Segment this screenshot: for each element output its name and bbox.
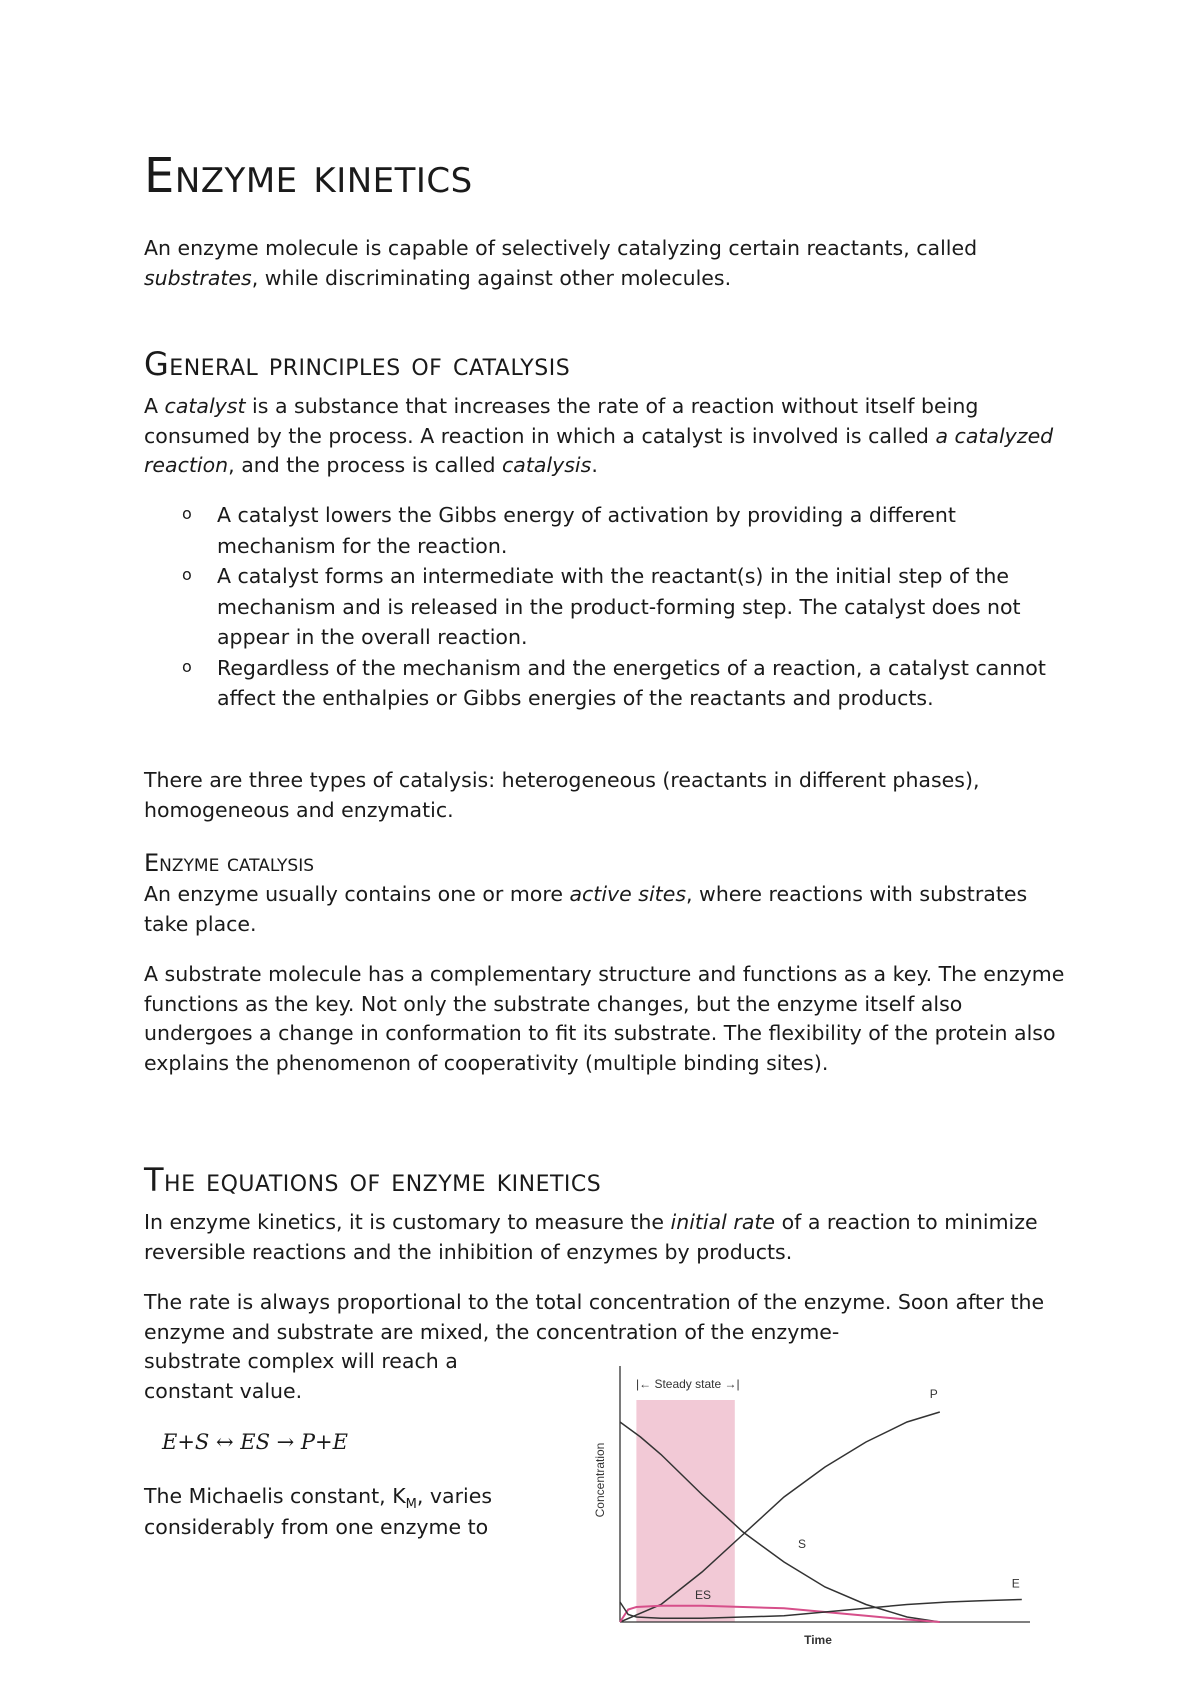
catalyst-text-c: is a substance that increases the rate of a reaction without itself being consumed by the process. A reaction in which a catalyst is involved is called bbox=[144, 394, 979, 448]
michaelis-text-b: , varies bbox=[416, 1484, 493, 1508]
lock-key-paragraph: A substrate molecule has a complementary structure and functions as a key. The enzyme functions as the key. Not only the substrate changes, but the enzyme itself also undergoes a change in conformation to fit its substrate. The flexibility of the protein also explains the phenomenon of cooperativity (multiple binding sites). bbox=[144, 962, 1065, 1075]
x-axis-label: Time bbox=[804, 1633, 832, 1647]
initial-rate-text-c: of a reaction to minimize reversible reactions and the inhibition of enzymes by products. bbox=[144, 1210, 1038, 1264]
list-item bbox=[144, 500, 1064, 561]
catalyst-properties-list bbox=[144, 500, 1064, 714]
term-active-sites: active sites bbox=[569, 882, 687, 906]
steady-state-label: |← Steady state →| bbox=[636, 1377, 740, 1391]
list-item-text: A catalyst forms an intermediate with the reactant(s) in the initial step of the mechanism and is released in the product-forming step. The catalyst does not appear in the overall reaction. bbox=[217, 564, 1021, 649]
catalyst-text-e: , and the process is called bbox=[228, 453, 502, 477]
intro-text-1: An enzyme molecule is capable of selectively catalyzing certain reactants, called bbox=[144, 236, 978, 260]
intro-term-substrates: substrates bbox=[144, 265, 252, 290]
catalyst-text-a: A bbox=[144, 394, 165, 418]
term-catalyst: catalyst bbox=[164, 394, 246, 418]
series-label-p: P bbox=[929, 1387, 938, 1401]
series-label-s: S bbox=[798, 1537, 807, 1551]
michaelis-paragraph-line-2: considerably from one enzyme to bbox=[144, 1515, 489, 1539]
series-label-es: ES bbox=[695, 1588, 712, 1602]
concentration-time-chart bbox=[590, 1362, 1040, 1652]
rate-paragraph-line-3: constant value. bbox=[144, 1379, 303, 1403]
list-item-text: Regardless of the mechanism and the energetics of a reaction, a catalyst cannot affect the enthalpies or Gibbs energies of the reactants and products. bbox=[217, 655, 1046, 710]
intro-text-3: , while discriminating against other molecules. bbox=[251, 265, 732, 290]
intro-paragraph bbox=[144, 234, 1074, 293]
list-item bbox=[144, 653, 1064, 714]
list-item-text: A catalyst lowers the Gibbs energy of activation by providing a different mechanism for the reaction. bbox=[217, 503, 956, 558]
initial-rate-paragraph bbox=[144, 1208, 1074, 1267]
rate-paragraph-line-2: substrate complex will reach a bbox=[144, 1349, 458, 1373]
bullet-marker: o bbox=[182, 656, 192, 676]
y-axis-label: Concentration bbox=[593, 1442, 607, 1518]
term-initial-rate: initial rate bbox=[670, 1210, 776, 1234]
term-catalysis: catalysis bbox=[501, 453, 592, 477]
active-sites-paragraph bbox=[144, 880, 1074, 939]
list-item bbox=[144, 561, 1064, 653]
catalyst-paragraph bbox=[144, 392, 1074, 481]
term-catalyzed-reaction: a catalyzed reaction bbox=[144, 423, 1054, 477]
bullet-marker: o bbox=[182, 504, 192, 523]
subsection-heading-enzyme-catalysis: Enzyme catalysis bbox=[144, 849, 315, 877]
initial-rate-text-a: In enzyme kinetics, it is customary to measure the bbox=[144, 1210, 671, 1234]
active-sites-text-c: , where reactions with substrates take place. bbox=[144, 882, 1028, 936]
km-subscript: M bbox=[405, 1497, 417, 1513]
catalysis-types-paragraph: There are three types of catalysis: heterogeneous (reactants in different phases), homogeneous and enzymatic. bbox=[144, 768, 980, 822]
rate-paragraph-line-1: The rate is always proportional to the total concentration of the enzyme. Soon after the enzyme and substrate are mixed, the concentration of the enzyme- bbox=[144, 1290, 1045, 1344]
series-label-e: E bbox=[1011, 1576, 1020, 1591]
bullet-marker: o bbox=[182, 565, 192, 584]
section-heading-catalysis: General principles of catalysis bbox=[144, 345, 571, 383]
page-title: Enzyme kinetics bbox=[144, 148, 473, 204]
catalyst-text-g: . bbox=[591, 453, 598, 477]
michaelis-menten-equation: E+S ↔ ES → P+E bbox=[162, 1430, 348, 1454]
michaelis-text-a: The Michaelis constant, K bbox=[144, 1484, 406, 1508]
active-sites-text-a: An enzyme usually contains one or more bbox=[144, 882, 570, 906]
section-heading-equations: The equations of enzyme kinetics bbox=[144, 1161, 602, 1199]
